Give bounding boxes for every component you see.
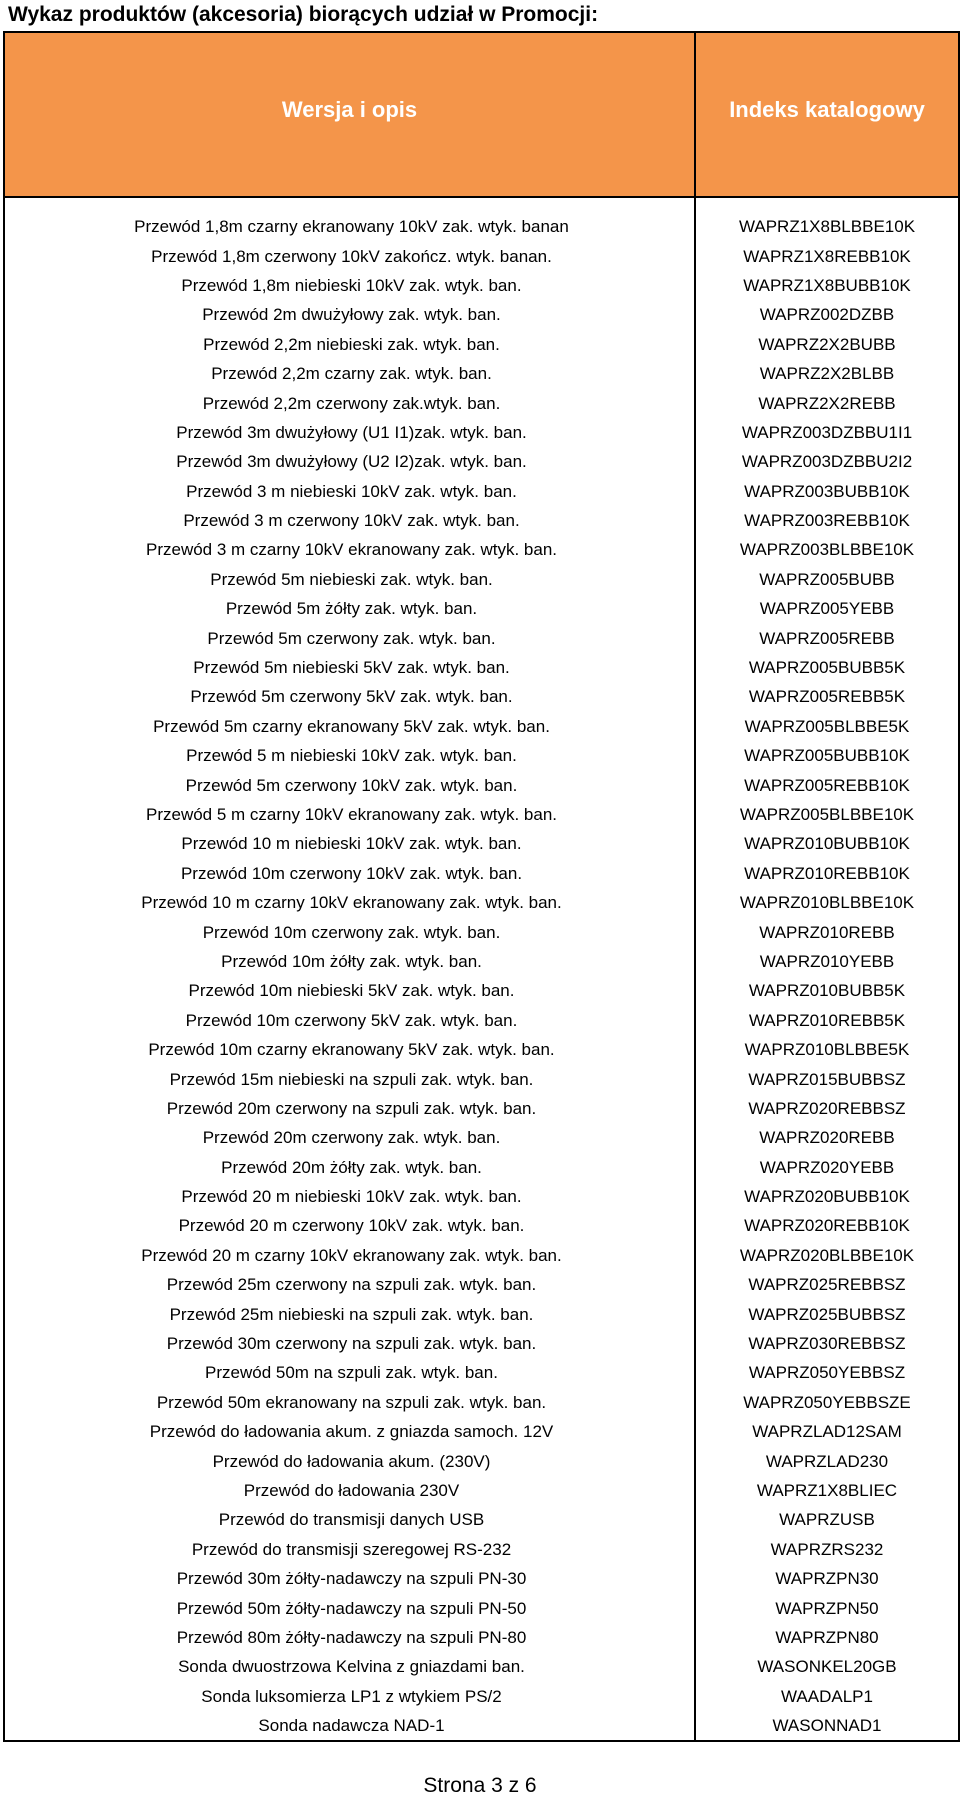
catalog-index: WAPRZPN30 xyxy=(695,1564,959,1593)
table-row xyxy=(4,197,959,241)
catalog-index: WAPRZ2X2BUBB xyxy=(695,330,959,359)
catalog-index: WAPRZRS232 xyxy=(695,1535,959,1564)
table-row xyxy=(4,241,959,270)
catalog-index: WAPRZ005BUBB5K xyxy=(695,653,959,682)
product-description: Sonda dwuostrzowa Kelvina z gniazdami ban. xyxy=(4,1652,695,1681)
catalog-index: WASONKEL20GB xyxy=(695,1652,959,1681)
catalog-index: WAPRZ025BUBBSZ xyxy=(695,1299,959,1328)
product-description: Przewód 25m czerwony na szpuli zak. wtyk. ban. xyxy=(4,1270,695,1299)
table-row xyxy=(4,1153,959,1182)
product-description: Przewód 5m niebieski 5kV zak. wtyk. ban. xyxy=(4,653,695,682)
table-row xyxy=(4,1505,959,1534)
product-description: Przewód 80m żółty-nadawczy na szpuli PN-80 xyxy=(4,1623,695,1652)
table-row xyxy=(4,1329,959,1358)
column-header-catalog-index: Indeks katalogowy xyxy=(695,32,959,197)
table-row xyxy=(4,829,959,858)
catalog-index: WAPRZ005BUBB xyxy=(695,565,959,594)
catalog-index: WAPRZ005BLBBE10K xyxy=(695,800,959,829)
product-description: Przewód 5m czerwony 10kV zak. wtyk. ban. xyxy=(4,770,695,799)
catalog-index: WAPRZ2X2BLBB xyxy=(695,359,959,388)
product-description: Przewód 3m dwużyłowy (U1 I1)zak. wtyk. ban. xyxy=(4,418,695,447)
catalog-index: WAPRZ050YEBBSZE xyxy=(695,1388,959,1417)
product-description: Przewód 25m niebieski na szpuli zak. wtyk. ban. xyxy=(4,1299,695,1328)
products-table xyxy=(3,31,960,1742)
column-header-description: Wersja i opis xyxy=(4,32,695,197)
product-description: Przewód 20m żółty zak. wtyk. ban. xyxy=(4,1153,695,1182)
catalog-index: WAPRZ1X8BUBB10K xyxy=(695,271,959,300)
catalog-index: WAPRZ005REBB10K xyxy=(695,770,959,799)
catalog-index: WAPRZ005BLBBE5K xyxy=(695,712,959,741)
table-row xyxy=(4,1358,959,1387)
table-row xyxy=(4,741,959,770)
table-row xyxy=(4,565,959,594)
table-row xyxy=(4,712,959,741)
product-description: Przewód 5 m niebieski 10kV zak. wtyk. ban. xyxy=(4,741,695,770)
catalog-index: WAPRZ020BUBB10K xyxy=(695,1182,959,1211)
catalog-index: WAPRZ005REBB5K xyxy=(695,682,959,711)
table-row xyxy=(4,1711,959,1741)
catalog-index: WAPRZ2X2REBB xyxy=(695,388,959,417)
table-row xyxy=(4,623,959,652)
catalog-index: WAPRZ010BLBBE5K xyxy=(695,1035,959,1064)
catalog-index: WAPRZ020REBB xyxy=(695,1123,959,1152)
table-header xyxy=(4,32,959,197)
catalog-index: WAPRZ003BLBBE10K xyxy=(695,535,959,564)
table-row xyxy=(4,1417,959,1446)
product-description: Przewód 1,8m czerwony 10kV zakończ. wtyk. banan. xyxy=(4,241,695,270)
product-description: Przewód 10m czerwony 10kV zak. wtyk. ban. xyxy=(4,859,695,888)
catalog-index: WAPRZ010BUBB10K xyxy=(695,829,959,858)
table-row xyxy=(4,653,959,682)
product-description: Przewód 10m niebieski 5kV zak. wtyk. ban. xyxy=(4,976,695,1005)
table-row xyxy=(4,1035,959,1064)
catalog-index: WAPRZ002DZBB xyxy=(695,300,959,329)
product-description: Przewód 50m żółty-nadawczy na szpuli PN-50 xyxy=(4,1593,695,1622)
table-row xyxy=(4,1593,959,1622)
product-description: Przewód 30m żółty-nadawczy na szpuli PN-30 xyxy=(4,1564,695,1593)
product-description: Przewód do ładowania akum. (230V) xyxy=(4,1446,695,1475)
catalog-index: WAPRZ003DZBBU1I1 xyxy=(695,418,959,447)
catalog-index: WAPRZ010YEBB xyxy=(695,947,959,976)
page-title: Wykaz produktów (akcesoria) biorących udział w Promocji: xyxy=(8,3,599,26)
table-body xyxy=(4,197,959,1741)
catalog-index: WAPRZ1X8BLIEC xyxy=(695,1476,959,1505)
catalog-index: WAPRZ003REBB10K xyxy=(695,506,959,535)
catalog-index: WAPRZ005YEBB xyxy=(695,594,959,623)
product-description: Przewód 10m czerwony zak. wtyk. ban. xyxy=(4,917,695,946)
table-row xyxy=(4,1564,959,1593)
product-description: Przewód 1,8m czarny ekranowany 10kV zak. wtyk. banan xyxy=(4,197,695,241)
product-description: Przewód 2,2m czerwony zak.wtyk. ban. xyxy=(4,388,695,417)
catalog-index: WAPRZ050YEBBSZ xyxy=(695,1358,959,1387)
table-row xyxy=(4,1535,959,1564)
table-row xyxy=(4,947,959,976)
catalog-index: WAPRZ010BLBBE10K xyxy=(695,888,959,917)
catalog-index: WASONNAD1 xyxy=(695,1711,959,1741)
table-row xyxy=(4,1241,959,1270)
product-description: Przewód 5m czerwony 5kV zak. wtyk. ban. xyxy=(4,682,695,711)
table-row xyxy=(4,447,959,476)
table-row xyxy=(4,388,959,417)
catalog-index: WAPRZ010REBB xyxy=(695,917,959,946)
product-description: Przewód 10m żółty zak. wtyk. ban. xyxy=(4,947,695,976)
catalog-index: WAPRZUSB xyxy=(695,1505,959,1534)
product-description: Przewód 5m czerwony zak. wtyk. ban. xyxy=(4,623,695,652)
product-description: Przewód 3 m czerwony 10kV zak. wtyk. ban. xyxy=(4,506,695,535)
table-row xyxy=(4,418,959,447)
product-description: Przewód 20m czerwony zak. wtyk. ban. xyxy=(4,1123,695,1152)
catalog-index: WAPRZ003DZBBU2I2 xyxy=(695,447,959,476)
product-description: Przewód 20 m czarny 10kV ekranowany zak. wtyk. ban. xyxy=(4,1241,695,1270)
table-row xyxy=(4,330,959,359)
table-row xyxy=(4,859,959,888)
catalog-index: WAPRZ010REBB5K xyxy=(695,1006,959,1035)
product-description: Przewód do ładowania 230V xyxy=(4,1476,695,1505)
catalog-index: WAADALP1 xyxy=(695,1682,959,1711)
table-row xyxy=(4,1388,959,1417)
product-description: Przewód 30m czerwony na szpuli zak. wtyk. ban. xyxy=(4,1329,695,1358)
table-row xyxy=(4,1123,959,1152)
catalog-index: WAPRZ010BUBB5K xyxy=(695,976,959,1005)
product-description: Przewód 20m czerwony na szpuli zak. wtyk. ban. xyxy=(4,1094,695,1123)
table-row xyxy=(4,1476,959,1505)
table-row xyxy=(4,506,959,535)
product-description: Przewód do transmisji szeregowej RS-232 xyxy=(4,1535,695,1564)
table-row xyxy=(4,1299,959,1328)
table-row xyxy=(4,682,959,711)
table-row xyxy=(4,1270,959,1299)
header-row xyxy=(4,32,959,197)
table-row xyxy=(4,917,959,946)
table-row xyxy=(4,888,959,917)
product-description: Przewód 15m niebieski na szpuli zak. wtyk. ban. xyxy=(4,1064,695,1093)
product-description: Przewód 3 m niebieski 10kV zak. wtyk. ban. xyxy=(4,477,695,506)
table-row xyxy=(4,535,959,564)
product-description: Przewód 3 m czarny 10kV ekranowany zak. wtyk. ban. xyxy=(4,535,695,564)
table-row xyxy=(4,300,959,329)
product-description: Przewód do transmisji danych USB xyxy=(4,1505,695,1534)
product-description: Przewód 5m czarny ekranowany 5kV zak. wtyk. ban. xyxy=(4,712,695,741)
product-description: Przewód 5m niebieski zak. wtyk. ban. xyxy=(4,565,695,594)
table-row xyxy=(4,271,959,300)
table-row xyxy=(4,976,959,1005)
table-row xyxy=(4,1006,959,1035)
catalog-index: WAPRZ025REBBSZ xyxy=(695,1270,959,1299)
product-description: Przewód 2,2m niebieski zak. wtyk. ban. xyxy=(4,330,695,359)
product-description: Sonda luksomierza LP1 z wtykiem PS/2 xyxy=(4,1682,695,1711)
product-description: Przewód 1,8m niebieski 10kV zak. wtyk. ban. xyxy=(4,271,695,300)
product-description: Przewód 20 m niebieski 10kV zak. wtyk. ban. xyxy=(4,1182,695,1211)
product-description: Przewód 3m dwużyłowy (U2 I2)zak. wtyk. ban. xyxy=(4,447,695,476)
catalog-index: WAPRZ1X8BLBBE10K xyxy=(695,197,959,241)
product-description: Przewód 5 m czarny 10kV ekranowany zak. wtyk. ban. xyxy=(4,800,695,829)
page-number: Strona 3 z 6 xyxy=(423,1774,537,1797)
table-row xyxy=(4,359,959,388)
catalog-index: WAPRZ010REBB10K xyxy=(695,859,959,888)
table-row xyxy=(4,1094,959,1123)
table-row xyxy=(4,477,959,506)
product-description: Sonda nadawcza NAD-1 xyxy=(4,1711,695,1741)
table-row xyxy=(4,594,959,623)
catalog-index: WAPRZ005BUBB10K xyxy=(695,741,959,770)
product-description: Przewód 20 m czerwony 10kV zak. wtyk. ban. xyxy=(4,1211,695,1240)
table-row xyxy=(4,1623,959,1652)
product-description: Przewód 2m dwużyłowy zak. wtyk. ban. xyxy=(4,300,695,329)
catalog-index: WAPRZ020YEBB xyxy=(695,1153,959,1182)
product-description: Przewód 10 m niebieski 10kV zak. wtyk. ban. xyxy=(4,829,695,858)
table-row xyxy=(4,800,959,829)
product-description: Przewód do ładowania akum. z gniazda samoch. 12V xyxy=(4,1417,695,1446)
catalog-index: WAPRZPN80 xyxy=(695,1623,959,1652)
product-description: Przewód 10 m czarny 10kV ekranowany zak. wtyk. ban. xyxy=(4,888,695,917)
product-description: Przewód 2,2m czarny zak. wtyk. ban. xyxy=(4,359,695,388)
product-description: Przewód 10m czerwony 5kV zak. wtyk. ban. xyxy=(4,1006,695,1035)
table-row xyxy=(4,1211,959,1240)
table-row xyxy=(4,1446,959,1475)
table-row xyxy=(4,1682,959,1711)
catalog-index: WAPRZ003BUBB10K xyxy=(695,477,959,506)
product-description: Przewód 50m ekranowany na szpuli zak. wtyk. ban. xyxy=(4,1388,695,1417)
catalog-index: WAPRZLAD230 xyxy=(695,1446,959,1475)
catalog-index: WAPRZ030REBBSZ xyxy=(695,1329,959,1358)
catalog-index: WAPRZ020REBB10K xyxy=(695,1211,959,1240)
table-row xyxy=(4,770,959,799)
catalog-index: WAPRZ020BLBBE10K xyxy=(695,1241,959,1270)
table-row xyxy=(4,1652,959,1681)
table-row xyxy=(4,1182,959,1211)
catalog-index: WAPRZ005REBB xyxy=(695,623,959,652)
product-description: Przewód 50m na szpuli zak. wtyk. ban. xyxy=(4,1358,695,1387)
product-description: Przewód 10m czarny ekranowany 5kV zak. wtyk. ban. xyxy=(4,1035,695,1064)
product-description: Przewód 5m żółty zak. wtyk. ban. xyxy=(4,594,695,623)
catalog-index: WAPRZLAD12SAM xyxy=(695,1417,959,1446)
table-row xyxy=(4,1064,959,1093)
catalog-index: WAPRZ015BUBBSZ xyxy=(695,1064,959,1093)
catalog-index: WAPRZPN50 xyxy=(695,1593,959,1622)
catalog-index: WAPRZ1X8REBB10K xyxy=(695,241,959,270)
catalog-index: WAPRZ020REBBSZ xyxy=(695,1094,959,1123)
